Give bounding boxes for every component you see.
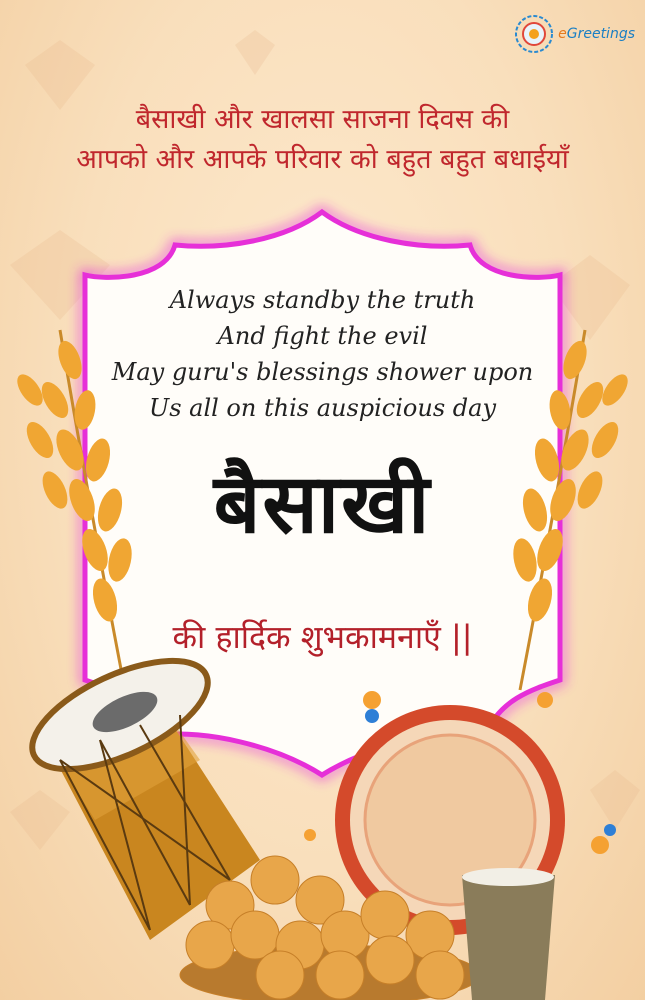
message-line: Always standby the truth xyxy=(169,286,476,314)
baisakhi-title: बैसाखी xyxy=(213,457,432,552)
header-line-1: बैसाखी और खालसा साजना दिवस की xyxy=(135,104,510,135)
brand-name: eGreetings xyxy=(558,26,635,42)
wishes-line: की हार्दिक शुभकामनाएँ || xyxy=(172,618,473,656)
lassi-glass-icon xyxy=(462,868,555,1000)
kite-icon xyxy=(235,30,275,75)
hindi-greeting-header xyxy=(0,100,645,180)
header-line-2: आपको और आपके परिवार को बहुत बहुत बधाईयाँ xyxy=(76,144,569,175)
kite-icon xyxy=(590,770,640,830)
kite-icon xyxy=(10,790,70,850)
message-line: May guru's blessings shower upon xyxy=(111,358,534,386)
message-line: Us all on this auspicious day xyxy=(148,394,497,422)
mandala-logo-icon xyxy=(514,14,554,54)
message-line: And fight the evil xyxy=(217,322,428,350)
message-block xyxy=(60,282,585,426)
brand-logo xyxy=(514,14,635,54)
